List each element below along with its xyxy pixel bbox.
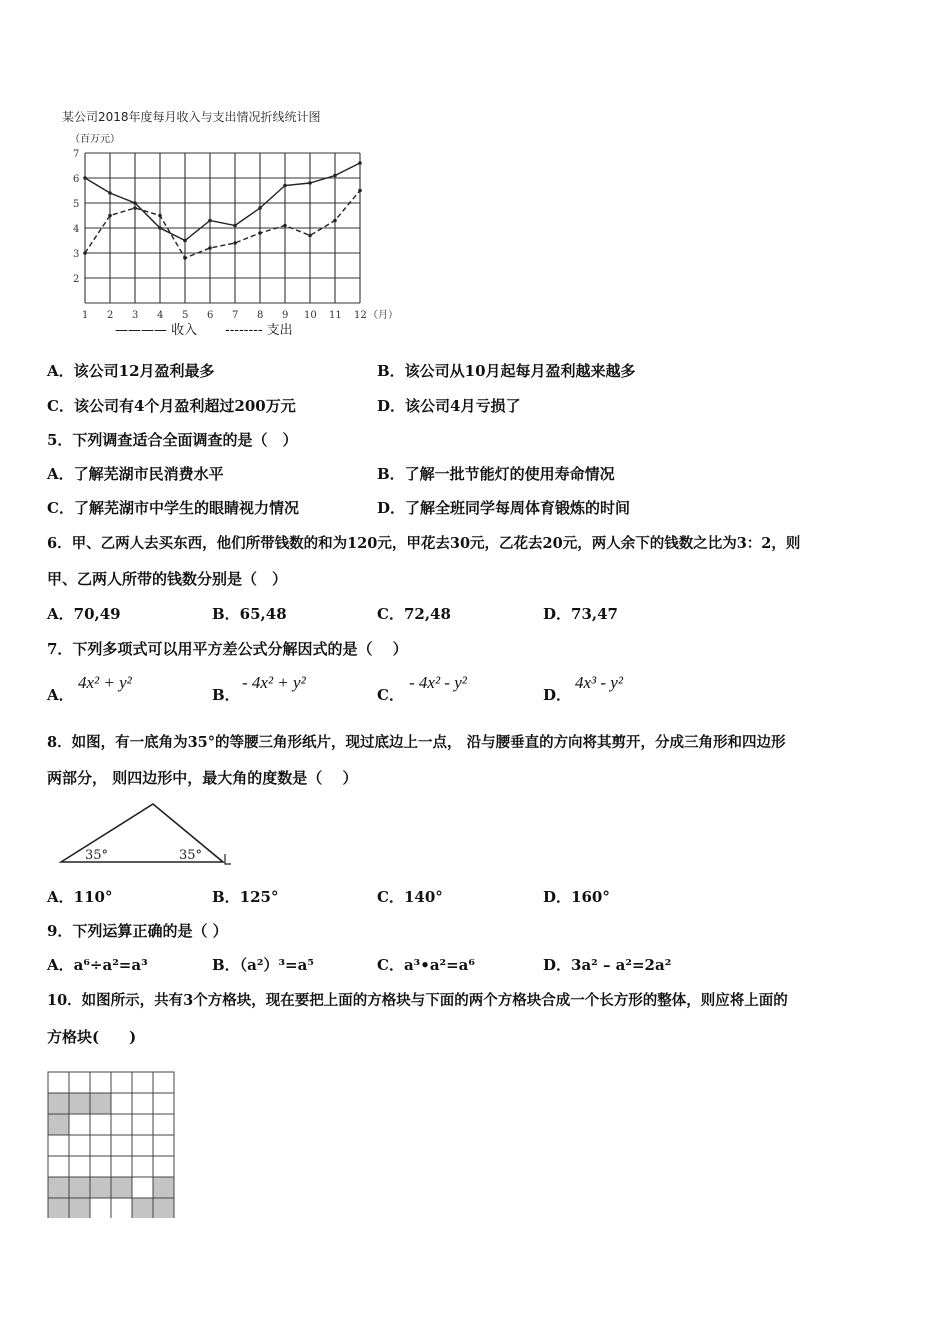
data-point <box>133 206 137 210</box>
grid-cell <box>90 1156 111 1177</box>
q9-option-c: C．a³•a²=a⁶ <box>377 956 475 974</box>
angle-label-right: 35° <box>179 848 203 863</box>
q7-expr-c: - 4x² - y² <box>409 673 467 692</box>
grid-cell <box>90 1114 111 1135</box>
data-point <box>258 231 262 235</box>
grid-cell <box>132 1156 153 1177</box>
grid-cell <box>69 1156 90 1177</box>
grid-cell <box>48 1156 69 1177</box>
y-tick-label: 5 <box>73 199 80 210</box>
chart-title: 某公司2018年度每月收入与支出情况折线统计图 <box>62 110 321 124</box>
grid-cell <box>132 1093 153 1114</box>
q7-stem: 7．下列多项式可以用平方差公式分解因式的是（ ） <box>47 640 408 658</box>
data-point <box>233 241 237 245</box>
data-point <box>183 239 187 243</box>
q4-option-d: D．该公司4月亏损了 <box>377 397 521 415</box>
x-axis-label: （月） <box>368 310 398 321</box>
q6-stem-line1: 6．甲、乙两人去买东西，他们所带钱数的和为120元，甲花去30元，乙花去20元，两人余下的钱数之比为3：2，则 <box>47 535 801 552</box>
x-tick-label: 8 <box>257 310 264 321</box>
q6-option-a: A．70,49 <box>47 605 121 623</box>
grid-cell <box>132 1072 153 1093</box>
q8-option-b: B．125° <box>212 888 279 906</box>
grid-cell <box>111 1114 132 1135</box>
series-line-expense <box>85 191 360 259</box>
data-point <box>83 176 87 180</box>
grid-cell <box>90 1072 111 1093</box>
x-tick-label: 9 <box>282 310 289 321</box>
data-point <box>233 224 237 228</box>
x-tick-label: 1 <box>82 310 89 321</box>
q7-expr-b: - 4x² + y² <box>242 673 306 692</box>
shaded-grid-cell <box>153 1177 174 1198</box>
q7-expr-d: 4x³ - y² <box>575 673 623 692</box>
grid-cell <box>132 1114 153 1135</box>
q5-option-b: B．了解一批节能灯的使用寿命情况 <box>377 465 615 483</box>
triangle-figure <box>55 798 245 870</box>
q8-option-a: A．110° <box>47 888 113 906</box>
q7-label-c: C． <box>377 686 404 704</box>
data-point <box>333 219 337 223</box>
grid-cell <box>153 1093 174 1114</box>
grid-cell <box>132 1135 153 1156</box>
line-chart <box>60 140 420 340</box>
q4-option-b: B．该公司从10月起每月盈利越来越多 <box>377 362 636 380</box>
data-point <box>183 256 187 260</box>
q5-option-d: D．了解全班同学每周体育锻炼的时间 <box>377 499 631 517</box>
q4-option-a: A．该公司12月盈利最多 <box>47 362 215 380</box>
q6-option-b: B．65,48 <box>212 605 287 623</box>
shaded-grid-cell <box>132 1198 153 1218</box>
grid-cell <box>90 1198 111 1218</box>
data-point <box>258 206 262 210</box>
y-tick-label: 4 <box>73 224 80 235</box>
q7-label-a: A． <box>47 686 74 704</box>
grid-cell <box>111 1198 132 1218</box>
grid-cell <box>69 1135 90 1156</box>
data-point <box>283 184 287 188</box>
grid-cell <box>153 1135 174 1156</box>
y-tick-label: 2 <box>73 274 80 285</box>
shaded-grid-cell <box>48 1114 69 1135</box>
grid-cell <box>48 1135 69 1156</box>
q9-option-d: D．3a² – a²=2a² <box>543 956 672 974</box>
x-tick-label: 3 <box>132 310 139 321</box>
shaded-grid-cell <box>48 1093 69 1114</box>
data-point <box>208 246 212 250</box>
q8-stem-line1: 8．如图，有一底角为35°的等腰三角形纸片，现过底边上一点， 沿与腰垂直的方向将其剪开，分成三角形和四边形 <box>47 734 786 751</box>
y-tick-label: 6 <box>73 174 80 185</box>
shaded-grid-cell <box>69 1198 90 1218</box>
square-blocks-figure <box>46 1070 178 1218</box>
chart-ylabel: （百万元） <box>70 134 120 145</box>
q9-option-a: A．a⁶÷a²=a³ <box>47 956 148 974</box>
data-point <box>308 234 312 238</box>
q7-label-b: B． <box>212 686 240 704</box>
grid-cell <box>153 1156 174 1177</box>
q7-expr-a: 4x² + y² <box>78 673 132 692</box>
data-point <box>333 174 337 178</box>
data-point <box>158 226 162 230</box>
x-tick-label: 10 <box>304 310 317 321</box>
q5-option-c: C．了解芜湖市中学生的眼睛视力情况 <box>47 499 299 517</box>
grid-cell <box>69 1072 90 1093</box>
shaded-grid-cell <box>111 1177 132 1198</box>
grid-cell <box>48 1072 69 1093</box>
grid-cell <box>111 1072 132 1093</box>
x-tick-label: 4 <box>157 310 164 321</box>
data-point <box>358 189 362 193</box>
q6-option-c: C．72,48 <box>377 605 451 623</box>
x-tick-label: 12 <box>354 310 367 321</box>
grid-cell <box>69 1114 90 1135</box>
series-line-income <box>85 163 360 241</box>
data-point <box>108 191 112 195</box>
data-point <box>308 181 312 185</box>
legend-income: ———— 收入 <box>115 323 198 338</box>
shaded-grid-cell <box>90 1093 111 1114</box>
q8-option-d: D．160° <box>543 888 610 906</box>
grid-cell <box>132 1177 153 1198</box>
grid-cell <box>90 1135 111 1156</box>
y-tick-label: 7 <box>73 149 80 160</box>
q5-stem: 5．下列调查适合全面调查的是（ ） <box>47 431 298 449</box>
q7-label-d: D． <box>543 686 572 704</box>
q8-option-c: C．140° <box>377 888 443 906</box>
data-point <box>158 214 162 218</box>
shaded-grid-cell <box>153 1198 174 1218</box>
shaded-grid-cell <box>69 1093 90 1114</box>
shaded-grid-cell <box>48 1177 69 1198</box>
shaded-grid-cell <box>90 1177 111 1198</box>
q5-option-a: A．了解芜湖市民消费水平 <box>47 465 224 483</box>
q8-stem-line2: 两部分， 则四边形中，最大角的度数是（ ） <box>47 769 358 787</box>
x-tick-label: 7 <box>232 310 239 321</box>
q4-option-c: C．该公司有4个月盈利超过200万元 <box>47 397 296 415</box>
x-tick-label: 5 <box>182 310 189 321</box>
q10-stem-line2: 方格块( ) <box>47 1028 137 1046</box>
q6-stem-line2: 甲、乙两人所带的钱数分别是（ ） <box>47 570 288 588</box>
grid-cell <box>153 1114 174 1135</box>
q6-option-d: D．73,47 <box>543 605 618 623</box>
x-tick-label: 11 <box>329 310 342 321</box>
angle-label-left: 35° <box>85 848 109 863</box>
grid-cell <box>111 1093 132 1114</box>
x-tick-label: 6 <box>207 310 214 321</box>
data-point <box>208 219 212 223</box>
data-point <box>283 224 287 228</box>
data-point <box>133 201 137 205</box>
q9-option-b: B．（a²）³=a⁵ <box>212 956 314 974</box>
shaded-grid-cell <box>69 1177 90 1198</box>
grid-cell <box>111 1135 132 1156</box>
shaded-grid-cell <box>48 1198 69 1218</box>
legend-expense: -------- 支出 <box>225 323 293 338</box>
data-point <box>83 251 87 255</box>
grid-cell <box>153 1072 174 1093</box>
y-tick-label: 3 <box>73 249 80 260</box>
data-point <box>108 214 112 218</box>
grid-cell <box>111 1156 132 1177</box>
x-tick-label: 2 <box>107 310 114 321</box>
q9-stem: 9．下列运算正确的是（ ） <box>47 922 228 940</box>
q10-stem-line1: 10．如图所示，共有3个方格块，现在要把上面的方格块与下面的两个方格块合成一个长方形的整体，则应将上面的 <box>47 992 788 1009</box>
data-point <box>358 161 362 165</box>
